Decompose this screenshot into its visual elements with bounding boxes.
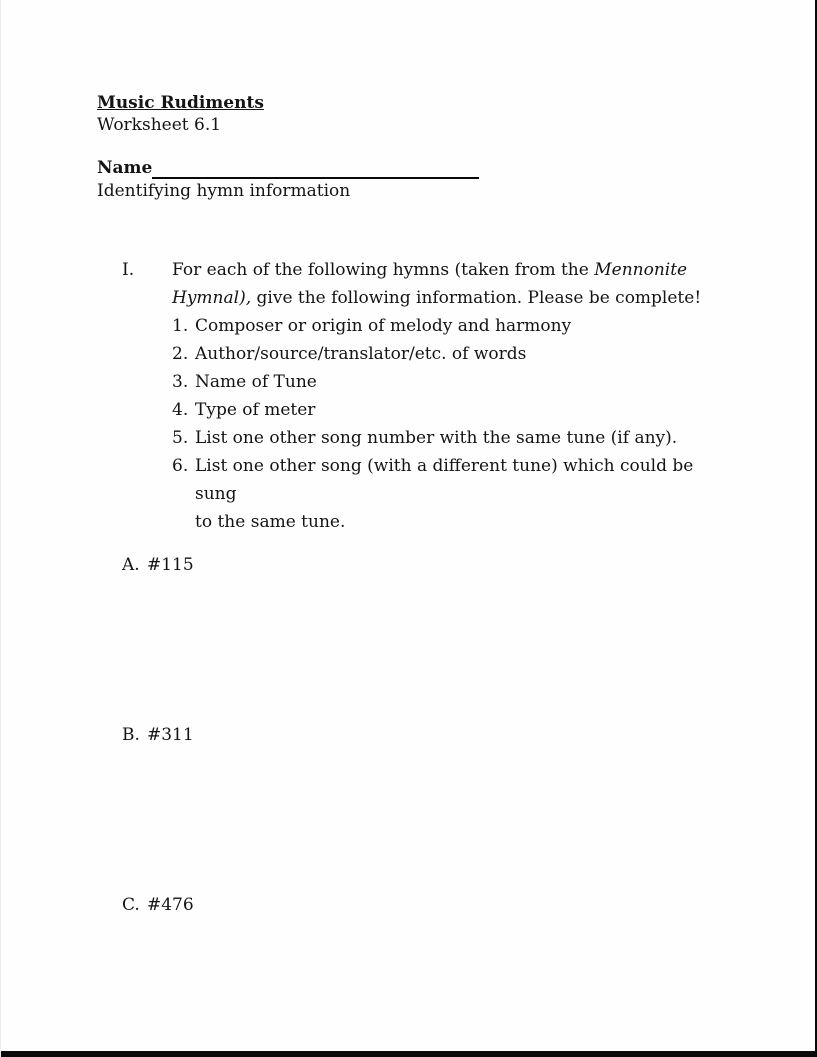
intro-line1-italic: Mennonite — [594, 260, 688, 280]
section-numeral: I. — [122, 260, 135, 280]
list-number: 6. — [172, 456, 189, 476]
list-number: 1. — [172, 316, 189, 336]
list-item-text: Composer or origin of melody and harmony — [195, 316, 572, 336]
intro-line2-italic: Hymnal), — [172, 288, 257, 308]
list-item-text: Name of Tune — [195, 372, 317, 392]
numbered-instruction-list — [172, 312, 732, 536]
hymn-number: #311 — [147, 725, 194, 745]
list-number: 4. — [172, 400, 189, 420]
list-item-1 — [172, 312, 732, 340]
hymn-number: #476 — [147, 895, 194, 915]
intro-line-2 — [172, 284, 732, 312]
list-item-text: List one other song number with the same tune (if any). — [195, 428, 678, 448]
list-item-2 — [172, 340, 732, 368]
intro-line1-regular: For each of the following hymns (taken from the — [172, 260, 595, 280]
answer-label: C. — [122, 895, 140, 915]
page-bottom-edge-bar — [1, 1051, 817, 1057]
worksheet-number: Worksheet 6.1 — [97, 115, 222, 135]
hymn-number: #115 — [147, 555, 194, 575]
list-item-6 — [172, 452, 732, 536]
list-item-text — [195, 452, 732, 536]
section-intro-paragraph — [172, 256, 732, 312]
answer-label: B. — [122, 725, 140, 745]
list-number: 3. — [172, 372, 189, 392]
name-field-row — [97, 158, 479, 179]
list-item-6-line-1: List one other song (with a different tune) which could be sung — [195, 456, 694, 504]
answer-item-a — [122, 553, 194, 577]
list-item-text: Type of meter — [195, 400, 316, 420]
list-item-4 — [172, 396, 732, 424]
answer-item-b — [122, 723, 194, 747]
intro-line2-regular: give the following information. Please be complete! — [256, 288, 702, 308]
list-item-6-line-2: to the same tune. — [195, 512, 346, 532]
name-blank-line — [152, 156, 479, 179]
list-item-5 — [172, 424, 732, 452]
worksheet-description: Identifying hymn information — [97, 181, 351, 201]
list-number: 2. — [172, 344, 189, 364]
answer-label: A. — [122, 555, 140, 575]
answer-item-c — [122, 893, 194, 917]
list-item-3 — [172, 368, 732, 396]
document-title: Music Rudiments — [97, 93, 264, 113]
list-number: 5. — [172, 428, 189, 448]
name-label: Name — [97, 158, 153, 178]
intro-line-1 — [172, 256, 732, 284]
list-item-text: Author/source/translator/etc. of words — [195, 344, 527, 364]
